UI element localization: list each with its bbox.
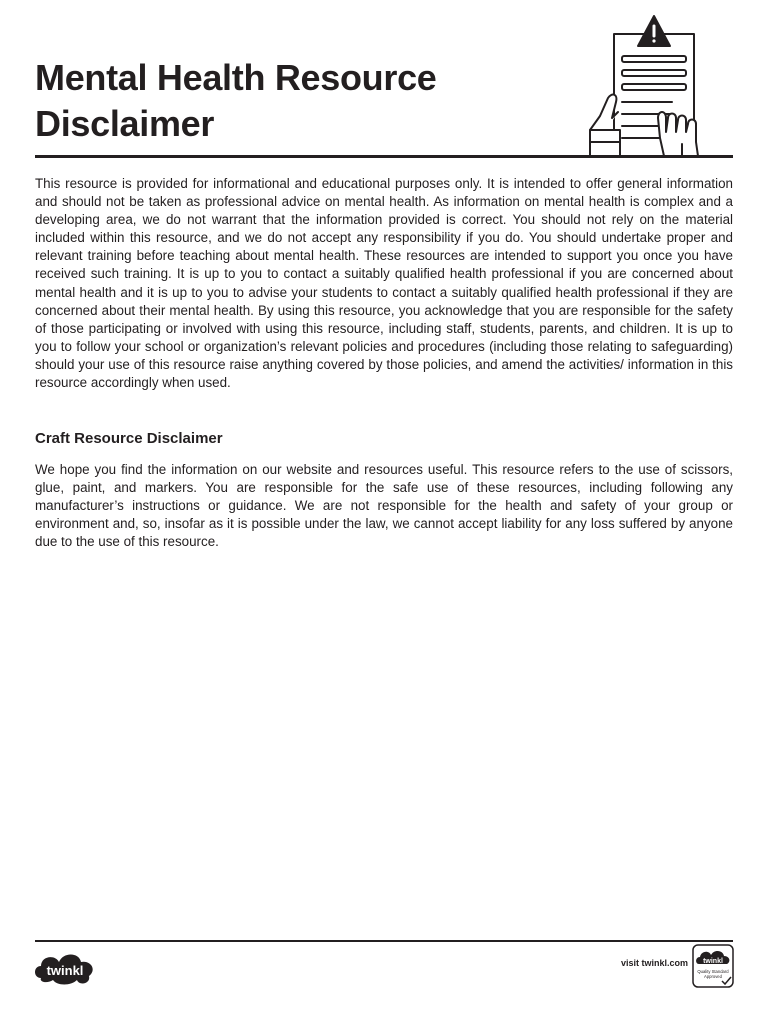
badge-line-2: Approved: [704, 974, 722, 979]
title-line-1: Mental Health Resource: [35, 57, 437, 98]
page-title: [35, 55, 555, 147]
header-divider: [35, 155, 733, 158]
footer-divider: [35, 940, 733, 942]
warning-clipboard-icon: [586, 14, 718, 156]
visit-link[interactable]: visit twinkl.com: [620, 958, 688, 968]
badge-brand: twinkl: [703, 958, 723, 965]
logo-text: twinkl: [46, 963, 84, 978]
craft-disclaimer-paragraph: We hope you find the information on our website and resources useful. This resource refers to the use of scissors, glue, paint, and markers. You are responsible for the safe use of these resources, including following any manufacturer’s instructions or guidance. We are not responsible for the health and safety of your group or environment and, so, insofar as it is possible under the law, we cannot accept liability for any loss suffered by anyone due to the use of this resource.: [35, 462, 733, 550]
quality-standard-badge: [692, 944, 734, 988]
intro-paragraph: This resource is provided for informational and educational purposes only. It is intended to offer general information and should not be taken as professional advice on mental health. As information on mental health is complex and a developing area, we do not warrant that the information provided is correct. You should not rely on the material included within this resource, and we do not accept any responsibility if you do. You should undertake proper and relevant training before teaching about mental health. These resources are intended to support you once you have received such training. It is up to you to contact a suitably qualified health professional if you are concerned about mental health and it is up to you to advise your students to contact a suitably qualified health professional if they are concerned about their mental health. By using this resource, you acknowledge that you are responsible for the safety of those participating or involved with using this resource, including staff, students, parents, and children. It is up to you to follow your school or organization’s relevant policies and procedures (including those relating to safeguarding) should your use of this resource raise anything covered by those policies, and amend the activities/ information in this resource accordingly when used.: [35, 176, 733, 391]
title-line-2: Disclaimer: [35, 103, 215, 144]
craft-disclaimer-heading: Craft Resource Disclaimer: [35, 430, 223, 447]
twinkl-logo[interactable]: [33, 948, 97, 986]
badge-line-1: Quality Standard: [697, 969, 729, 974]
